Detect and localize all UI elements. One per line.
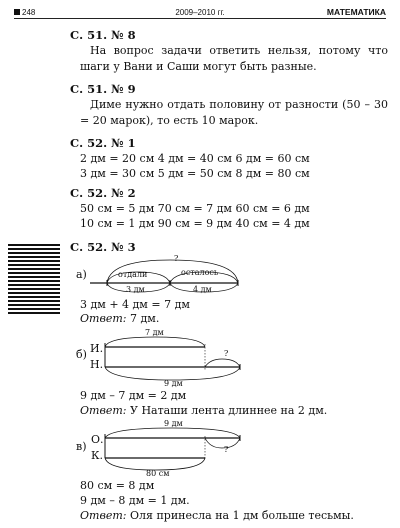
calc-line: 80 см = 8 дм [80, 479, 155, 492]
page-number: 248 [22, 8, 36, 17]
header-subject: МАТЕМАТИКА [326, 7, 386, 17]
section-text-51-9-content: Диме нужно отдать половину от разности (50 – 30 = 20 марок), то есть 10 марок. [80, 98, 388, 127]
calc-line: 3 дм + 4 дм = 7 дм [80, 298, 190, 311]
calc-line: 9 дм – 7 дм = 2 дм [80, 389, 187, 402]
section-title-51-9: С. 51. № 9 [70, 82, 136, 96]
diagram-c-top-value: 9 дм [164, 419, 183, 428]
marker-b: б) [76, 348, 87, 361]
diagram-a-question: ? [174, 254, 179, 263]
diagram-b-top-value: 7 дм [145, 328, 164, 337]
marker-c: в) [76, 440, 87, 453]
diagram-b-question: ? [224, 349, 229, 358]
answer-label: Ответ: [80, 404, 127, 417]
marker-a: а) [76, 268, 87, 281]
diagram-c-question: ? [224, 445, 229, 454]
section-title-52-3: С. 52. № 3 [70, 240, 136, 254]
diagram-a-label-right: осталось [181, 268, 219, 277]
section-title-52-1: С. 52. № 1 [70, 136, 136, 150]
answer-text: Оля принесла на 1 дм больше тесьмы. [130, 509, 354, 522]
section-line: 50 см = 5 дм 70 см = 7 дм 60 см = 6 дм [80, 202, 310, 215]
answer-label: Ответ: [80, 509, 127, 522]
diagram-c-arc-diff [205, 438, 240, 448]
diagram-c-row-1: О. [91, 433, 104, 446]
diagram-a-value-1: 3 дм [126, 285, 145, 294]
diagram-a-label-left: отдали [118, 270, 148, 279]
answer-text: У Наташи лента длиннее на 2 дм. [130, 404, 328, 417]
diagram-b-bottom-value: 9 дм [164, 379, 183, 388]
section-title-52-2: С. 52. № 2 [70, 186, 136, 200]
diagram-b-row-2: Н. [90, 358, 104, 371]
diagram-c-bottom-value: 80 см [146, 469, 170, 478]
calc-line: 9 дм – 8 дм = 1 дм. [80, 494, 190, 507]
diagram-c-arc-top [105, 428, 240, 438]
diagram-b-row-1: И. [90, 342, 104, 355]
answer-label: Ответ: [80, 312, 127, 325]
header-years: 2009–2010 гг. [175, 8, 225, 17]
section-line: 2 дм = 20 см 4 дм = 40 см 6 дм = 60 см [80, 152, 310, 165]
diagram-a-value-2: 4 дм [193, 285, 212, 294]
diagram-c-row-2: К. [91, 449, 104, 462]
section-line: 10 см = 1 дм 90 см = 9 дм 40 см = 4 дм [80, 217, 310, 230]
section-title-51-8: С. 51. № 8 [70, 28, 136, 42]
section-text-51-8-content: На вопрос задачи ответить нельзя, потому что шаги у Вани и Саши могут быть разные. [80, 44, 388, 73]
answer-text: 7 дм. [130, 312, 160, 325]
section-line: 3 дм = 30 см 5 дм = 50 см 8 дм = 80 см [80, 167, 310, 180]
answer-line [80, 508, 354, 523]
